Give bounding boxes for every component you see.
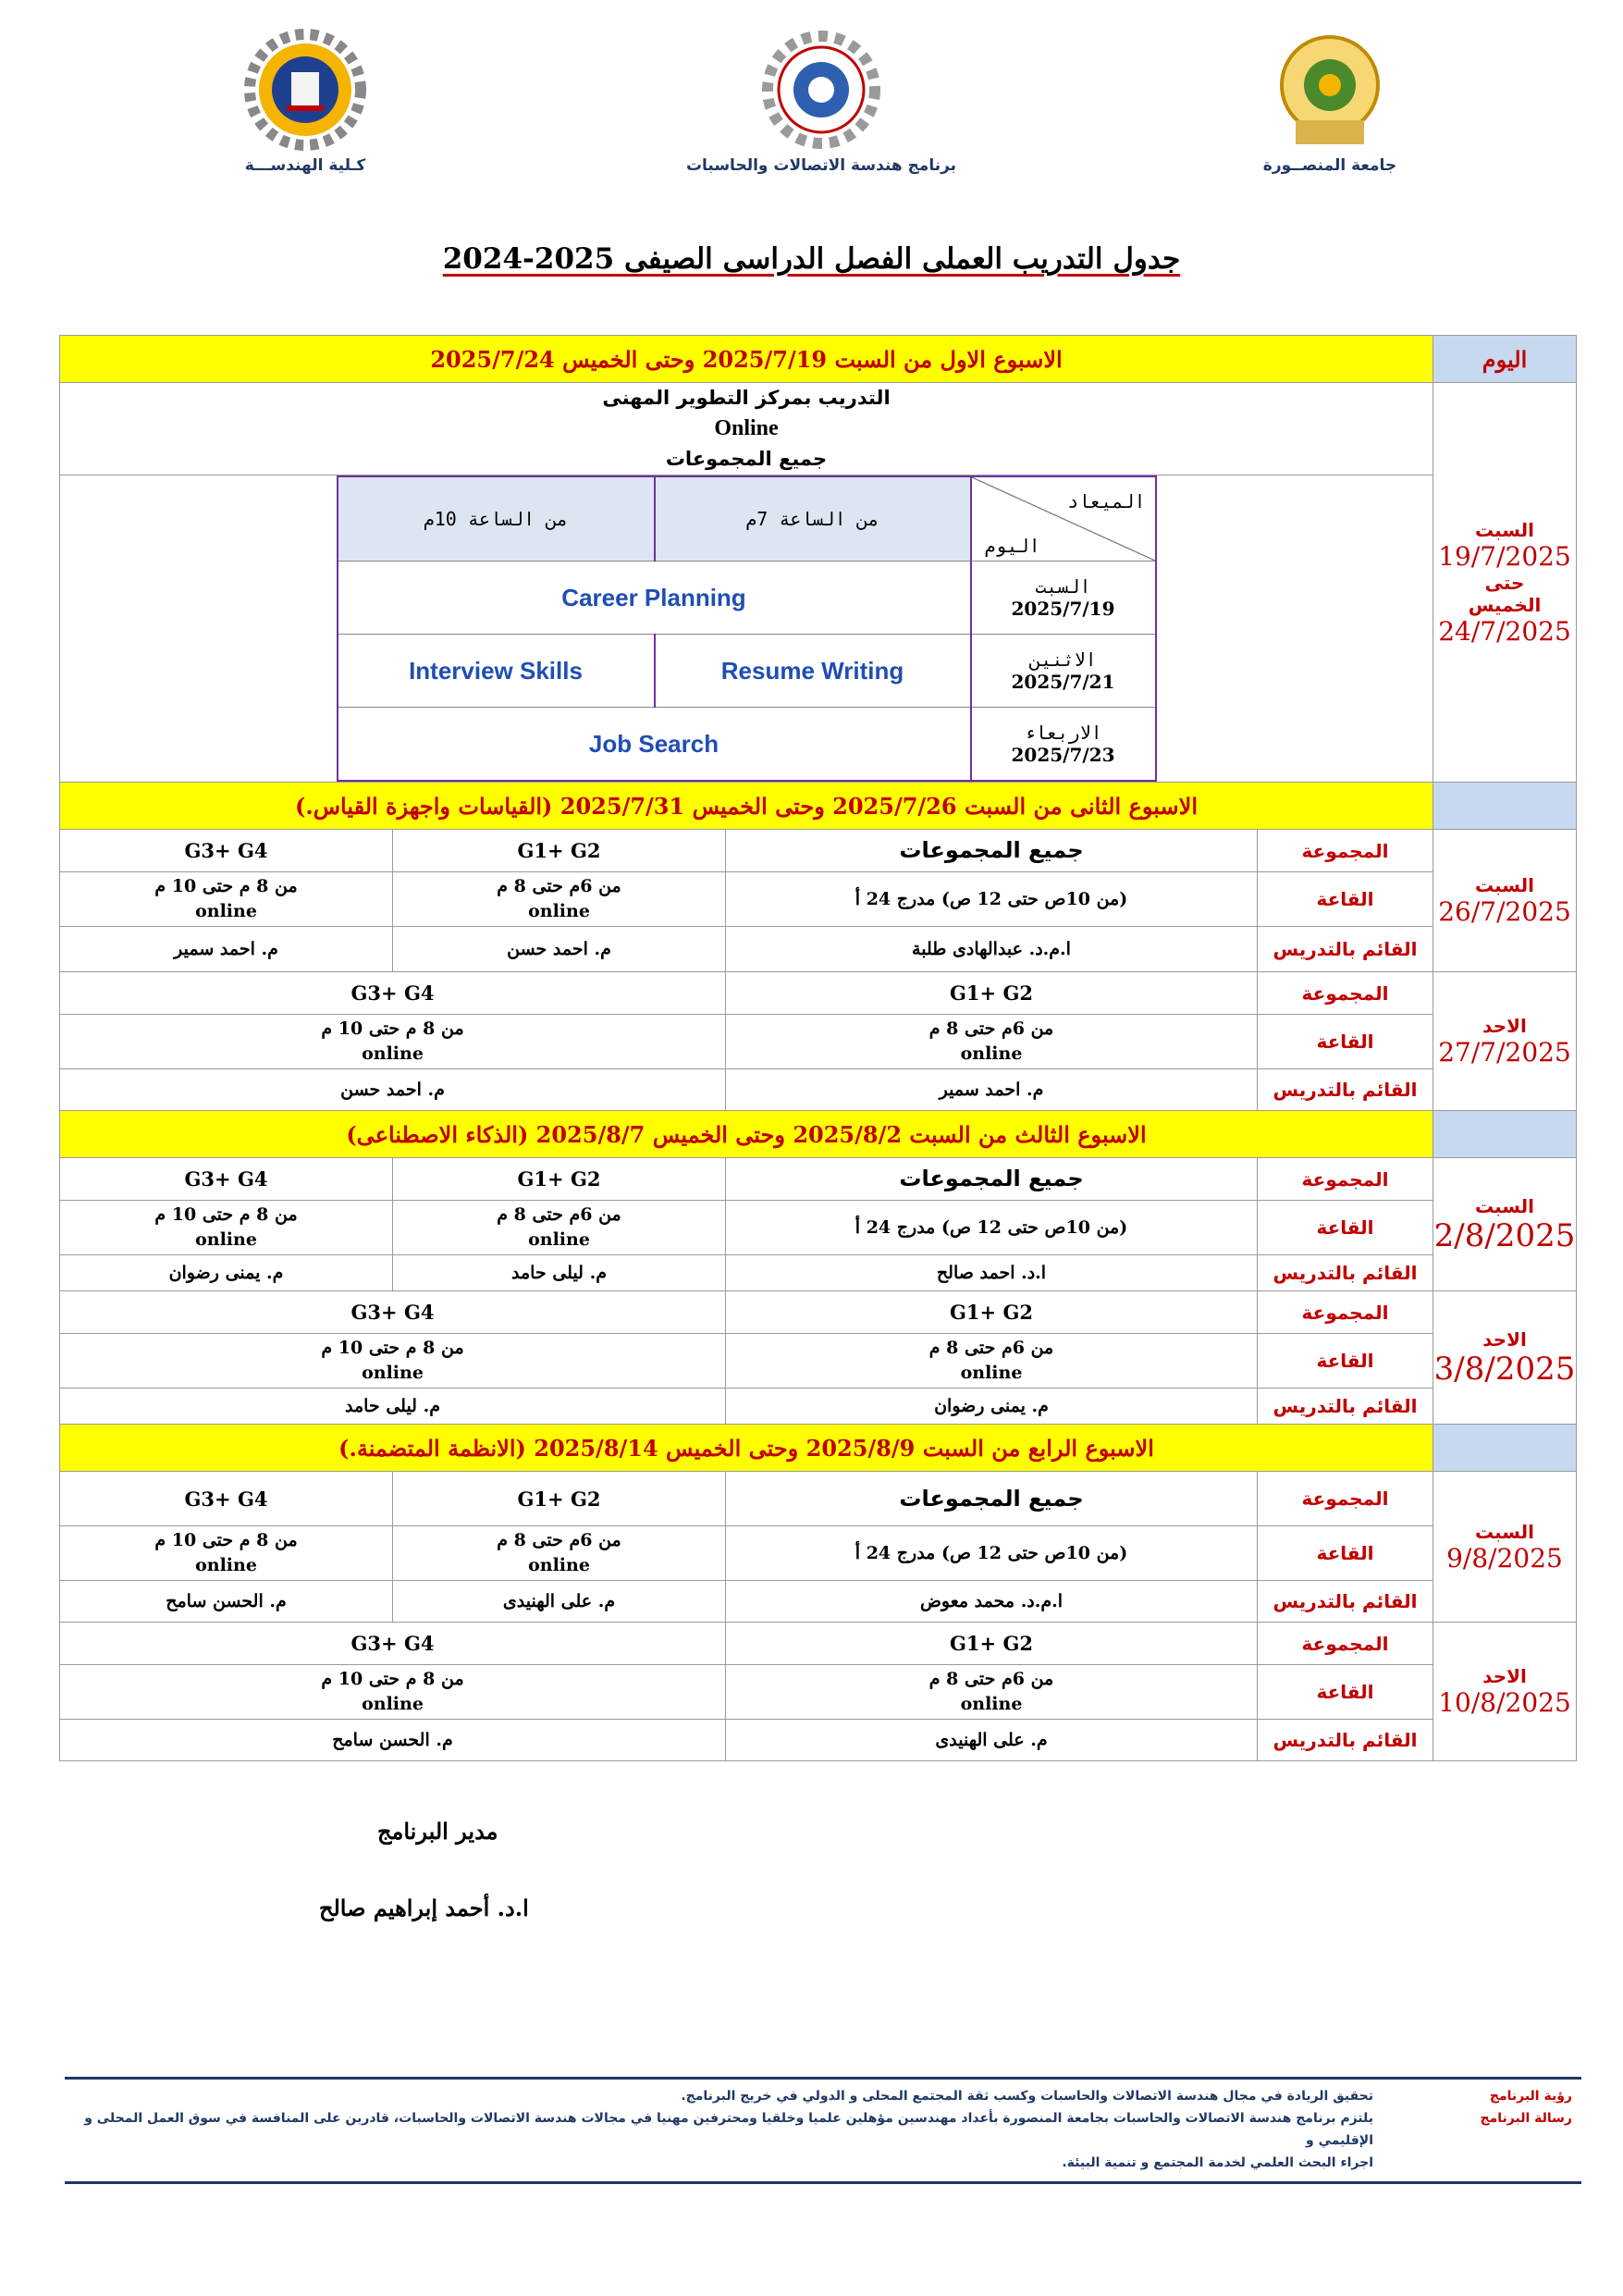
inner-day-row3: الاربعاء 2025/7/23 bbox=[971, 708, 1156, 782]
footer-labels: رؤية البرنامج رسالة البرنامج bbox=[1480, 2089, 1572, 2126]
program-logo bbox=[664, 28, 978, 175]
inner-day-row2: الاثنين 2025/7/21 bbox=[971, 635, 1156, 708]
week4-header-spacer bbox=[1433, 1425, 1577, 1472]
university-caption: جامعة المنصــورة bbox=[1262, 156, 1397, 175]
schedule-table: اليوم الاسبوع الاول من السبت 2025/7/19 وحتى الخميس 2025/7/24 السبت 19/7/2025 حتى الخميس 24/7/2025 التدريب بمركز التطوير المهنى Online جميع المجموعات الميعاد اليوم من الساعة 7م من الساعة 10م السبت 2025/7/19 Career Planning الاثنين 2025/7/21 Resume Writing Interview Skills الاربعاء 2025/7/23 Job Search الاسبوع الثانى من السبت 2025/7/26 وحتى الخميس 2025/7/31 (القياسات واجهزة القياس.) السبت 26/7/2025 المجموعة جميع المجموعات G1+ G2 G3+ G4 القاعة (من 10ص حتى 12 ص) مدرج 24 أ من 6م حتى 8 م online من 8 م حتى 10 م online القائم بالتدريس ا.م.د. عبدالهادى طلبة م. احمد حسن م. احمد سمير الاحد 27/7/2025 المجموعة G1+ G2 G3+ G4 القاعة من 6م حتى 8 م online من 8 م حتى 10 م online القائم بالتدريس م. احمد سمير م. احمد حسن الاسبوع الثالث من السبت 2025/8/2 وحتى الخميس 2025/8/7 (الذكاء الاصطناعى) السبت 2/8/2025 المجموعة جميع المجموعات G1+ G2 G3+ G4 القاعة (من 10ص حتى 12 ص) مدرج 24 أ من 6م حتى 8 م online من 8 م حتى 10 م online القائم بالتدريس ا.د. احمد صالح م. ليلى حامد م. يمنى رضوان الاحد 3/8/2025 المجموعة G1+ G2 G3+ G4 القاعة من 6م حتى 8 م online من 8 م حتى 10 م online القائم بالتدريس م. يمنى رضوان م. ليلى حامد الاسبوع الرابع من السبت 2025/8/9 وحتى الخميس 2025/8/14 (الانظمة المتضمنة.) السبت 9/8/2025 المجموعة جميع المجموعات G1+ G2 G3+ G4 القاعة (من 10ص حتى 12 ص) مدرج 24 أ من 6م حتى 8 م online من 8 م حتى 10 م online القائم بالتدريس ا.م.د. محمد معوض م. على الهنيدى م. الحسن سامح الاحد 10/8/2025 المجموعة G1+ G2 G3+ G4 القاعة من 6م حتى 8 م online من 8 م حتى 10 م online القائم بالتدريس م. على الهنيدى م. الحسن سامح bbox=[59, 335, 1577, 1761]
week4-day1-date: السبت 9/8/2025 bbox=[1433, 1472, 1577, 1623]
topic-career-planning: Career Planning bbox=[338, 562, 971, 635]
engineering-faculty-caption: كـلية الهندســـة bbox=[244, 156, 366, 175]
week3-header: الاسبوع الثالث من السبت 2025/8/2 وحتى الخميس 2025/8/7 (الذكاء الاصطناعى) bbox=[60, 1111, 1433, 1158]
program-caption: برنامج هندسة الاتصالات والحاسبات bbox=[685, 156, 957, 175]
week3-day1-date: السبت 2/8/2025 bbox=[1433, 1158, 1577, 1291]
topic-interview-skills: Interview Skills bbox=[338, 635, 655, 708]
inner-day-row1: السبت 2025/7/19 bbox=[971, 562, 1156, 635]
week4-header: الاسبوع الرابع من السبت 2025/8/9 وحتى الخميس 2025/8/14 (الانظمة المتضمنة.) bbox=[60, 1425, 1433, 1472]
week2-header-spacer bbox=[1433, 783, 1577, 830]
signature-name: ا.د. أحمد إبراهيم صالح bbox=[319, 1895, 529, 1921]
topic-job-search: Job Search bbox=[338, 708, 971, 782]
topic-resume-writing: Resume Writing bbox=[655, 635, 971, 708]
university-logo bbox=[1173, 28, 1487, 175]
week3-day2-date: الاحد 3/8/2025 bbox=[1433, 1291, 1577, 1425]
week1-intro: التدريب بمركز التطوير المهنى Online جميع المجموعات bbox=[60, 383, 1433, 475]
engineering-faculty-logo bbox=[148, 28, 462, 175]
week2-day2-date: الاحد 27/7/2025 bbox=[1433, 972, 1577, 1111]
footer bbox=[65, 2077, 1581, 2184]
week1-header: الاسبوع الاول من السبت 2025/7/19 وحتى الخميس 2025/7/24 bbox=[60, 336, 1433, 383]
week1-date-cell: السبت 19/7/2025 حتى الخميس 24/7/2025 bbox=[1433, 383, 1577, 783]
gear-logo-icon bbox=[243, 28, 368, 153]
program-gear-icon bbox=[759, 28, 884, 153]
university-emblem-icon bbox=[1268, 28, 1393, 153]
day-column-header: اليوم bbox=[1433, 336, 1577, 383]
footer-text: تحقيق الريادة في مجال هندسة الاتصالات والحاسبات وكسب ثقة المجتمع المحلى و الدولي في خريج البرنامج. يلتزم برنامج هندسة الاتصالات والحاسبات بجامعة المنصورة بأعداد مهندسين مؤهلين علميا وخلقيا ومحترفين مهنيا في مجالات هندسة الاتصالات والحاسبات، قادرين على المنافسة في سوق العمل المحلى و الإقليمي و اجراء البحث العلمي لخدمة المجتمع و تنمية البيئة. bbox=[84, 2089, 1373, 2170]
week2-day1-date: السبت 26/7/2025 bbox=[1433, 830, 1577, 972]
week1-inner-holder bbox=[60, 475, 1433, 783]
inner-time1: من الساعة 7م bbox=[655, 476, 971, 562]
week1-inner-table bbox=[337, 475, 1157, 782]
inner-corner-cell: الميعاد اليوم bbox=[971, 476, 1156, 562]
inner-time2: من الساعة 10م bbox=[338, 476, 655, 562]
week3-header-spacer bbox=[1433, 1111, 1577, 1158]
week4-day2-date: الاحد 10/8/2025 bbox=[1433, 1623, 1577, 1761]
page-title: جدول التدريب العملى الفصل الدراسى الصيفى 2025-2024 bbox=[442, 242, 1181, 276]
week2-header: الاسبوع الثانى من السبت 2025/7/26 وحتى الخميس 2025/7/31 (القياسات واجهزة القياس.) bbox=[60, 783, 1433, 830]
signature-role: مدير البرنامج bbox=[377, 1818, 498, 1845]
